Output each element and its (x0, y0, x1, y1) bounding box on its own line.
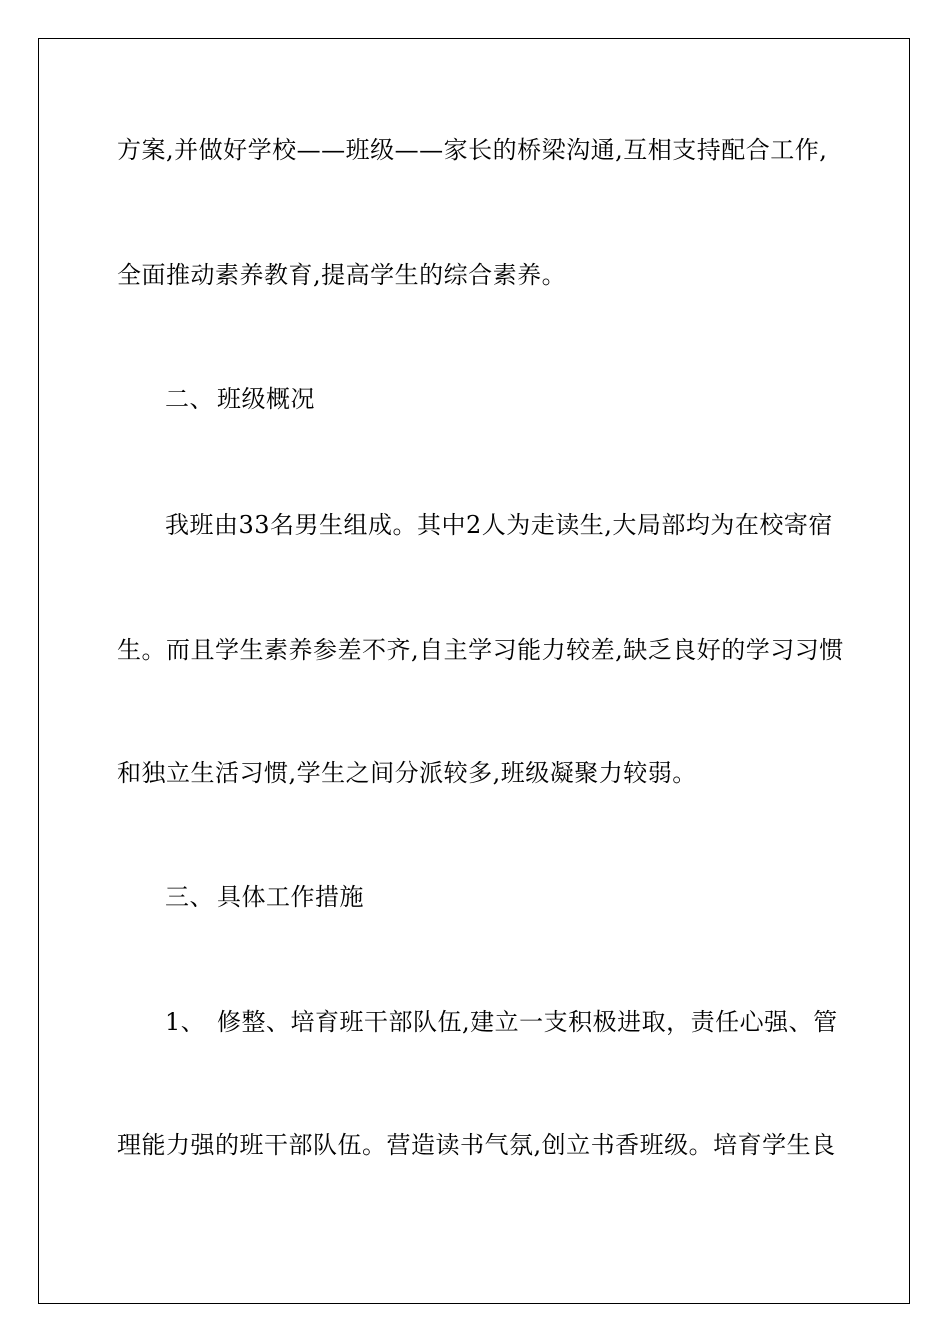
paragraph-line: 我班由33名男生组成。其中2人为走读生,大局部均为在校寄宿 (165, 511, 833, 539)
paragraph-line: 理能力强的班干部队伍。营造读书气氛,创立书香班级。培育学生良 (117, 1131, 836, 1159)
paragraph-line: 生。而且学生素养参差不齐,自主学习能力较差,缺乏良好的学习习惯 (117, 636, 844, 664)
section-title: 具体工作措施 (217, 883, 364, 911)
section-title: 班级概况 (217, 385, 315, 413)
section-heading (165, 384, 885, 414)
paragraph-line: 全面推动素养教育,提高学生的综合素养。 (117, 261, 567, 289)
paragraph-line: 方案,并做好学校——班级——家长的桥梁沟通,互相支持配合工作, (117, 136, 828, 164)
list-item-text: 修整、培育班干部队伍,建立一支积极进取，责任心强、管 (217, 1008, 838, 1036)
section-heading (165, 882, 885, 912)
section-number: 二、 (165, 385, 214, 413)
paragraph-line: 和独立生活习惯,学生之间分派较多,班级凝聚力较弱。 (117, 759, 697, 787)
list-item (165, 1007, 885, 1037)
list-item-number: 1、 (165, 1008, 206, 1036)
section-number: 三、 (165, 883, 214, 911)
page-border (38, 38, 910, 1304)
